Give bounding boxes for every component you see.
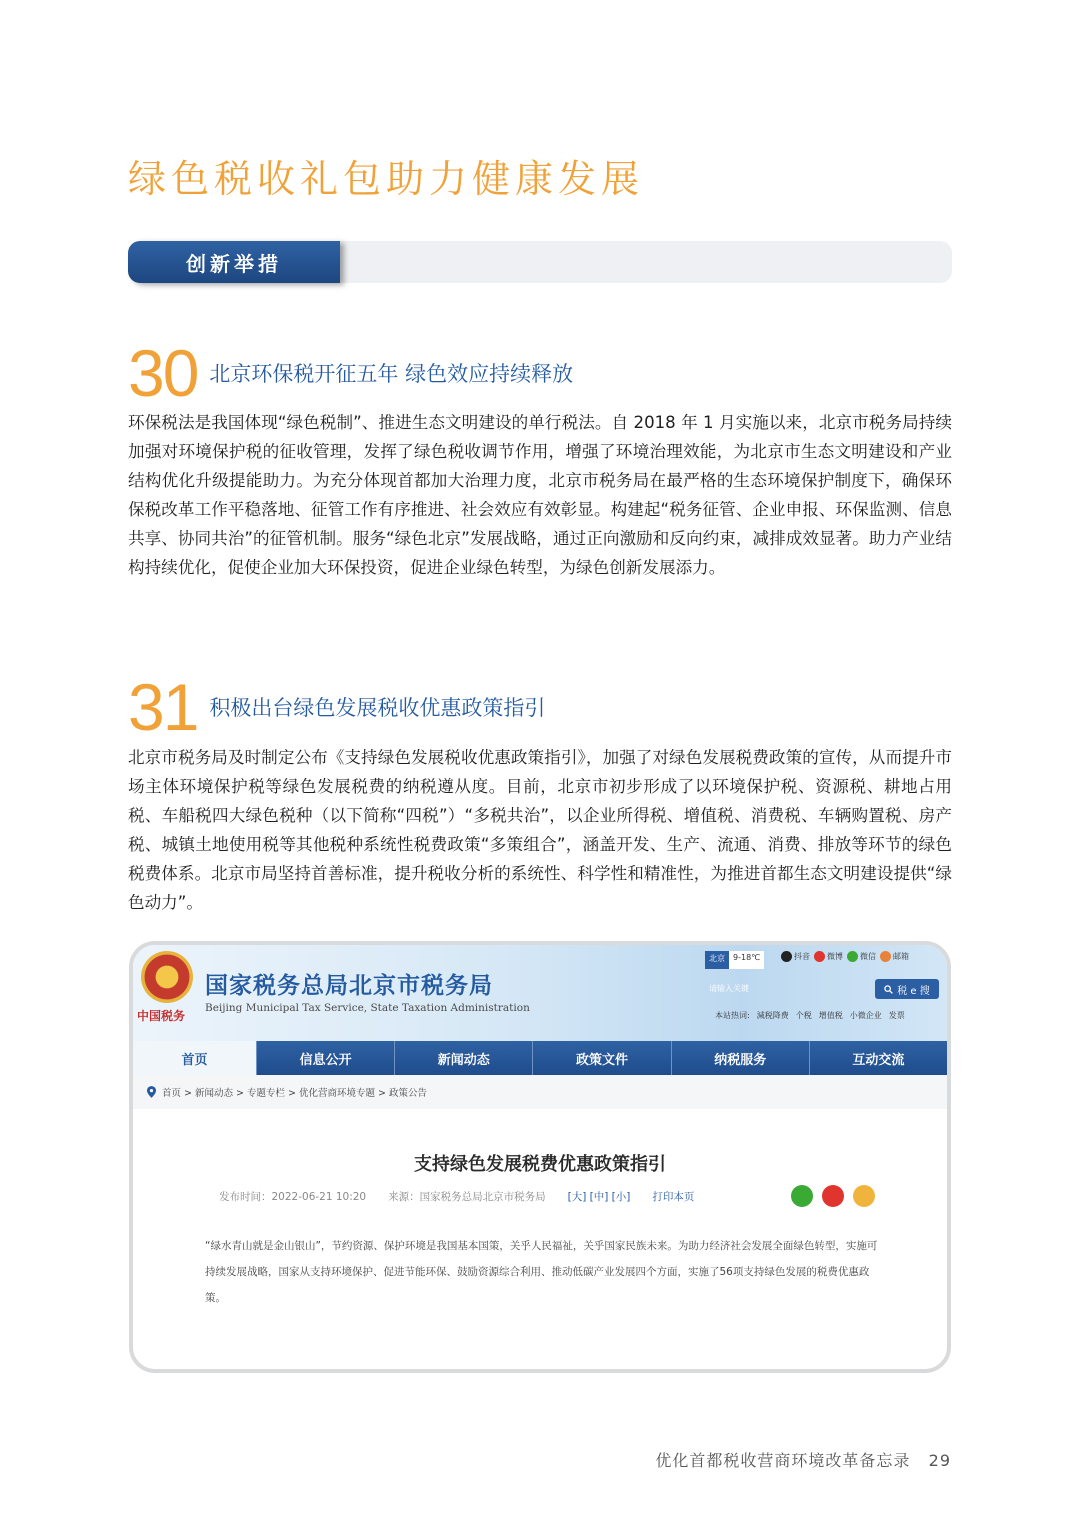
section-tab: 创新举措 <box>128 241 340 283</box>
hot-term[interactable]: 个税 <box>795 1011 812 1020</box>
article-title: 支持绿色发展税费优惠政策指引 <box>414 1154 666 1175</box>
item-title: 北京环保税开征五年 绿色效应持续释放 <box>209 362 574 386</box>
item-31-paragraph: 北京市税务局及时制定公布《支持绿色发展税收优惠政策指引》，加强了对绿色发展税费政策的宣传，从而提升市场主体环境保护税等绿色发展税费的纳税遵从度。目前，北京市初步形成了以环境保护税、资源税、耕地占用税、车船税四大绿色税种（以下简称“四税”）“多税共治”，以企业所得税、增值税、消费税、车辆购置税、房产税、城镇土地使用税等其他税种系统性税费政策“多策组合”，涵盖开发、生产、流通、消费、排放等环节的绿色税费体系。北京市局坚持首善标准，提升税收分析的系统性、科学性和精准性，为推进首都生态文明建设提供“绿色动力”。 <box>128 748 952 912</box>
emblem-icon <box>141 951 193 1003</box>
item-title: 积极出台绿色发展税收优惠政策指引 <box>209 696 546 720</box>
site-nav <box>133 1041 947 1075</box>
hot-term[interactable]: 減税降费 <box>756 1011 789 1020</box>
weather-temp: 9-18℃ <box>729 951 764 969</box>
article-body: “绿水青山就是金山银山”，节约资源、保护环境是我国基本国策，关乎人民福祉，关乎国家民族未来。为助力经济社会发展全面绿色转型，实施可持续发展战略，国家从支持环境保护、促进节能环保、鼓励资源综合利用、推动低碳产业发展四个方面，实施了56项支持绿色发展的税费优惠政策。 <box>205 1240 878 1304</box>
hot-term[interactable]: 小微企业 <box>849 1011 882 1020</box>
publish-time: 发布时间：2022-06-21 10:20 <box>219 1191 367 1203</box>
location-pin-icon <box>147 1086 156 1098</box>
wechat-icon <box>847 951 858 962</box>
douyin-icon <box>781 951 792 962</box>
search-button[interactable] <box>875 979 939 999</box>
item-30-head <box>128 336 574 410</box>
search-label: 税 e 搜 <box>897 985 930 997</box>
footer-text: 优化首都税收营商环境改革备忘录 <box>655 1451 911 1470</box>
wechat-link[interactable]: 微信 <box>847 951 876 962</box>
douyin-link[interactable]: 抖音 <box>781 951 810 962</box>
print-link[interactable]: 打印本页 <box>652 1191 695 1203</box>
breadcrumb-text[interactable]: 首页 > 新闻动态 > 专题专栏 > 优化营商环境专题 > 政策公告 <box>162 1088 427 1099</box>
weather-city: 北京 <box>705 951 729 969</box>
nav-news[interactable]: 新闻动态 <box>394 1041 532 1075</box>
nav-info-disclosure[interactable]: 信息公开 <box>256 1041 394 1075</box>
wechat-share-icon[interactable] <box>791 1185 813 1207</box>
mail-link[interactable]: 邮箱 <box>880 951 909 962</box>
mail-icon <box>880 951 891 962</box>
item-30-paragraph: 环保税法是我国体现“绿色税制”、推进生态文明建设的单行税法。自 2018 年 1 月实施以来，北京市税务局持续加强对环境保护税的征收管理，发挥了绿色税收调节作用，增强了环境治理效能，为北京市生态文明建设和产业结构优化升级提能助力。为充分体现首都加大治理力度，北京市税务局在最严格的生态环境保护制度下，确保环保税改革工作平稳落地、征管工作有序推进、社会效应有效彰显。构建起“税务征管、企业申报、环保监测、信息共享、协同共治”的征管机制。服务“绿色北京”发展战略，通过正向激励和反向约束，减排成效显著。助力产业结构持续优化，促使企业加大环保投资，促进企业绿色转型，为绿色创新发展添力。 <box>128 413 952 577</box>
hot-term[interactable]: 发票 <box>888 1011 905 1020</box>
nav-tax-service[interactable]: 纳税服务 <box>671 1041 809 1075</box>
nav-policy[interactable]: 政策文件 <box>532 1041 670 1075</box>
social-links <box>781 951 909 962</box>
item-number: 31 <box>128 670 198 744</box>
search-input[interactable]: 请输入关键 <box>709 984 749 993</box>
favorite-star-icon[interactable] <box>853 1185 875 1207</box>
font-size-toggle[interactable]: [大] [中] [小] <box>567 1191 631 1203</box>
share-buttons <box>791 1185 875 1207</box>
weather-widget <box>705 951 764 969</box>
item-31-head <box>128 670 546 744</box>
article-source: 来源：国家税务总局北京市税务局 <box>388 1191 546 1203</box>
nav-home[interactable]: 首页 <box>133 1041 256 1075</box>
hot-label: 本站热词: <box>715 1011 750 1020</box>
item-number: 30 <box>128 336 198 410</box>
breadcrumb <box>133 1075 947 1109</box>
site-title: 国家税务总局北京市税务局 <box>205 973 493 999</box>
nav-interaction[interactable]: 互动交流 <box>809 1041 947 1075</box>
emblem-text: 中国税务 <box>137 1009 186 1023</box>
hot-searches <box>715 1010 905 1021</box>
search-icon <box>884 985 893 994</box>
weibo-share-icon[interactable] <box>822 1185 844 1207</box>
article-meta <box>219 1189 694 1204</box>
page-number: 29 <box>928 1451 951 1470</box>
footer <box>655 1448 951 1471</box>
section-bar <box>128 241 952 283</box>
weibo-link[interactable]: 微博 <box>814 951 843 962</box>
site-header <box>133 945 947 1041</box>
website-screenshot <box>129 941 951 1373</box>
site-subtitle: Beijing Municipal Tax Service, State Taxation Administration <box>205 1002 530 1014</box>
hot-term[interactable]: 增值税 <box>818 1011 843 1020</box>
weibo-icon <box>814 951 825 962</box>
page-title: 绿色税收礼包助力健康发展 <box>128 157 645 201</box>
